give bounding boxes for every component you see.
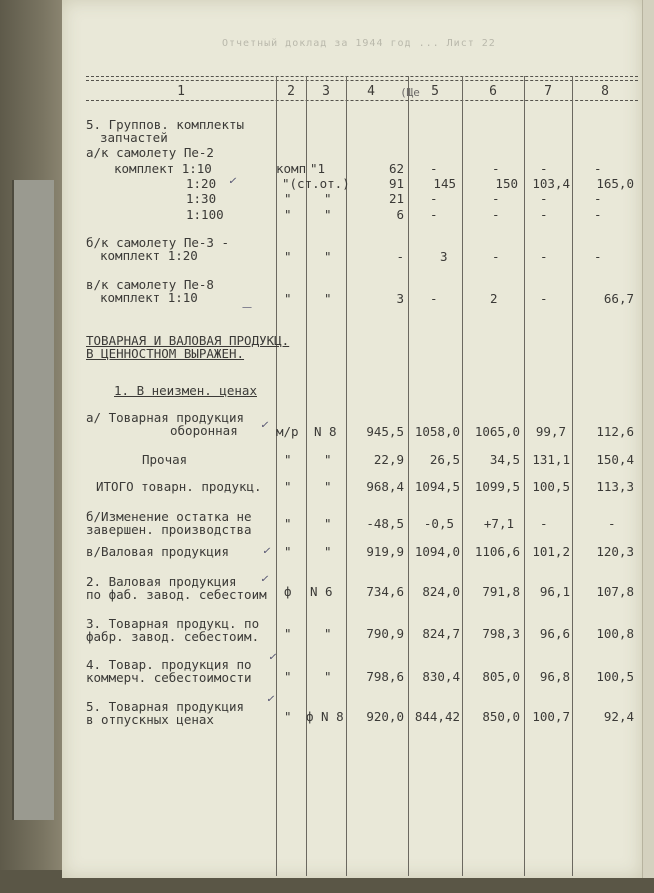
cell-c7: 96,1	[539, 584, 570, 599]
cell-c5: -	[430, 161, 438, 176]
cell-c7: 101,2	[532, 544, 570, 559]
cell-c5: -	[430, 291, 438, 306]
cell-c4: 798,6	[366, 669, 404, 684]
cell-c3: "	[324, 626, 332, 641]
cell-c5: -	[430, 191, 438, 206]
cell-c6: 791,8	[482, 584, 520, 599]
cell-c6: 1099,5	[474, 479, 520, 494]
cell-c6: 1065,0	[474, 424, 520, 439]
row-label-release-prices: 5. Товарная продукция в отпускных ценах	[86, 699, 245, 727]
cell-c5: 1058,0	[414, 424, 460, 439]
cell-c4: 968,4	[366, 479, 404, 494]
cell-c7: 99,7	[535, 424, 566, 439]
col-header-8: 8	[601, 84, 609, 99]
cell-c5: -0,5	[423, 516, 454, 531]
cell-c4: 21	[388, 191, 404, 206]
check-mark-icon: ✓	[262, 546, 271, 557]
cell-c8: -	[594, 207, 602, 222]
cell-c5: -	[430, 207, 438, 222]
cell-c7: 131,1	[532, 452, 570, 467]
cell-c6: 798,3	[482, 626, 520, 641]
col-header-6: 6	[489, 84, 497, 99]
cell-c2: "	[284, 479, 292, 494]
cell-c4: 62	[388, 161, 404, 176]
cell-c6: -	[492, 249, 500, 264]
cell-c3: "	[324, 669, 332, 684]
cell-c8: 100,8	[596, 626, 634, 641]
col-header-3: 3	[322, 84, 330, 99]
cell-c2: "	[284, 626, 292, 641]
cell-c8: 107,8	[596, 584, 634, 599]
cell-c4: -48,5	[366, 516, 404, 531]
cell-c6: 1106,6	[474, 544, 520, 559]
header-rule-top-2	[86, 80, 638, 81]
cell-c5: 824,0	[422, 584, 460, 599]
col-divider-1	[276, 76, 277, 876]
cell-c7: -	[540, 207, 548, 222]
cell-c2: м/р	[276, 424, 299, 439]
binder-spine	[12, 180, 54, 820]
cell-c4: 3	[396, 291, 404, 306]
cell-c5: 1094,5	[414, 479, 460, 494]
col-divider-2	[306, 76, 307, 876]
cell-c2: "	[284, 249, 292, 264]
col-divider-5	[462, 76, 463, 876]
cell-c2: "	[284, 191, 292, 206]
cell-c6: 150	[495, 176, 518, 191]
cell-c6: 2	[490, 291, 498, 306]
cell-c5: 26,5	[429, 452, 460, 467]
col-header-4-overlay: (Ще	[400, 86, 420, 99]
cell-c2: "	[284, 544, 292, 559]
check-mark-icon: ✓	[260, 420, 269, 431]
cell-c6: -	[492, 207, 500, 222]
row-label-commercial-cost: 4. Товар. продукция по коммерч. себестоимости	[86, 657, 252, 685]
cell-c4: 22,9	[373, 452, 404, 467]
cell-c7: -	[540, 161, 548, 176]
cell-c3: "	[324, 452, 332, 467]
cell-c5: 3	[440, 249, 448, 264]
col-header-7: 7	[544, 84, 552, 99]
cell-c8: -	[608, 516, 616, 531]
cell-c2: "	[284, 709, 292, 724]
cell-c3: "	[324, 207, 332, 222]
cell-c2: "	[284, 291, 292, 306]
cell-c6: +7,1	[483, 516, 514, 531]
row-label-other: Прочая	[142, 452, 188, 467]
row-label-gross-factory-cost: 2. Валовая продукция по фаб. завод. себестоим	[86, 574, 267, 602]
section-heading-commodity: ТОВАРНАЯ И ВАЛОВАЯ ПРОДУКЦ. В ЦЕННОСТНОМ ВЫРАЖЕН.	[86, 333, 290, 361]
cell-c7: -	[540, 191, 548, 206]
cell-c2: "	[284, 669, 292, 684]
cell-c4: 919,9	[366, 544, 404, 559]
cell-c8: 150,4	[596, 452, 634, 467]
cell-c5: 1094,0	[414, 544, 460, 559]
cell-c8: 92,4	[603, 709, 634, 724]
col-header-5: 5	[431, 84, 439, 99]
row-label-pe8: в/к самолету Пе-8 комплект 1:10	[86, 277, 214, 305]
col-divider-6	[524, 76, 525, 876]
cell-c3: "	[324, 544, 332, 559]
cell-c4: 790,9	[366, 626, 404, 641]
col-header-2: 2	[287, 84, 295, 99]
cell-c5: 844,42	[414, 709, 460, 724]
document-page	[62, 0, 642, 878]
row-label-total: ИТОГО товарн. продукц.	[96, 479, 262, 494]
subsection-heading-fixed-prices: 1. В неизмен. ценах	[114, 383, 257, 398]
cell-c7: -	[540, 516, 548, 531]
bleed-through-text: Отчетный доклад за 1944 год ... Лист 22	[222, 38, 496, 49]
col-header-1: 1	[177, 84, 185, 99]
cell-c3: "	[324, 191, 332, 206]
row-label-group-kits: 5. Группов. комплекты запчастей	[86, 117, 245, 145]
cell-c8: 165,0	[596, 176, 634, 191]
cell-c6: 850,0	[482, 709, 520, 724]
check-mark-icon: ✓	[228, 176, 237, 187]
cell-c3: "	[324, 291, 332, 306]
header-rule-bottom	[86, 100, 638, 101]
cell-c3: "	[324, 516, 332, 531]
cell-c5: 830,4	[422, 669, 460, 684]
cell-c3: N 8	[314, 424, 337, 439]
cell-c8: 112,6	[596, 424, 634, 439]
cell-c3: "	[324, 249, 332, 264]
row-label-pe3: б/к самолету Пе-3 - комплект 1:20	[86, 235, 229, 263]
row-label-wip-change: б/Изменение остатка не завершен. производства	[86, 509, 252, 537]
cell-c8: -	[594, 191, 602, 206]
cell-c4: 91	[388, 176, 404, 191]
cell-c8: -	[594, 161, 602, 176]
row-label-defense: а/ Товарная продукция оборонная	[86, 410, 245, 438]
check-mark-icon: ✓	[268, 652, 277, 663]
cell-c2: "	[284, 207, 292, 222]
cell-c2: "	[284, 452, 292, 467]
cell-c6: 34,5	[489, 452, 520, 467]
cell-c8: 113,3	[596, 479, 634, 494]
cell-c5: 824,7	[422, 626, 460, 641]
cell-c4: -	[396, 249, 404, 264]
cell-c3: N 6	[310, 584, 333, 599]
cell-c8: 100,5	[596, 669, 634, 684]
cell-c3: "	[324, 479, 332, 494]
dash-mark-icon: —	[242, 302, 252, 313]
cell-c8: 120,3	[596, 544, 634, 559]
cell-c2: ф	[284, 584, 292, 599]
cell-c6: 805,0	[482, 669, 520, 684]
cell-c2: комп	[276, 161, 307, 176]
row-label: комплект 1:10	[114, 161, 212, 176]
header-rule-top	[86, 76, 638, 77]
cell-c3: "1	[310, 161, 326, 176]
cell-c7: 103,4	[532, 176, 570, 191]
col-header-4: 4	[367, 84, 375, 99]
page-edge	[642, 0, 654, 878]
cell-c7: 96,8	[539, 669, 570, 684]
cell-c7: 96,6	[539, 626, 570, 641]
row-label: 1:30	[186, 191, 217, 206]
cell-c4: 945,5	[366, 424, 404, 439]
cell-c4: 6	[396, 207, 404, 222]
cell-c6: -	[492, 161, 500, 176]
cell-c7: -	[540, 249, 548, 264]
cell-c4: 734,6	[366, 584, 404, 599]
cell-c8: -	[594, 249, 602, 264]
cell-c7: 100,5	[532, 479, 570, 494]
cell-c5: 145	[433, 176, 456, 191]
check-mark-icon: ✓	[266, 694, 275, 705]
row-label: 1:100	[186, 207, 224, 222]
cell-c2: "(ст.от.)	[282, 176, 350, 191]
col-divider-4	[408, 76, 409, 876]
row-label-commodity-factory-cost: 3. Товарная продукц. по фабр. завод. себестоим.	[86, 616, 260, 644]
row-label-pe2: а/к самолету Пе-2	[86, 145, 214, 160]
cell-c6: -	[492, 191, 500, 206]
cell-c7: -	[540, 291, 548, 306]
cell-c4: 920,0	[366, 709, 404, 724]
row-label-gross: в/Валовая продукция	[86, 544, 229, 559]
cell-c2: "	[284, 516, 292, 531]
cell-c3: ф N 8	[306, 709, 344, 724]
cell-c7: 100,7	[532, 709, 570, 724]
cell-c8: 66,7	[603, 291, 634, 306]
row-label: 1:20	[186, 176, 217, 191]
col-divider-7	[572, 76, 573, 876]
check-mark-icon: ✓	[260, 574, 269, 585]
